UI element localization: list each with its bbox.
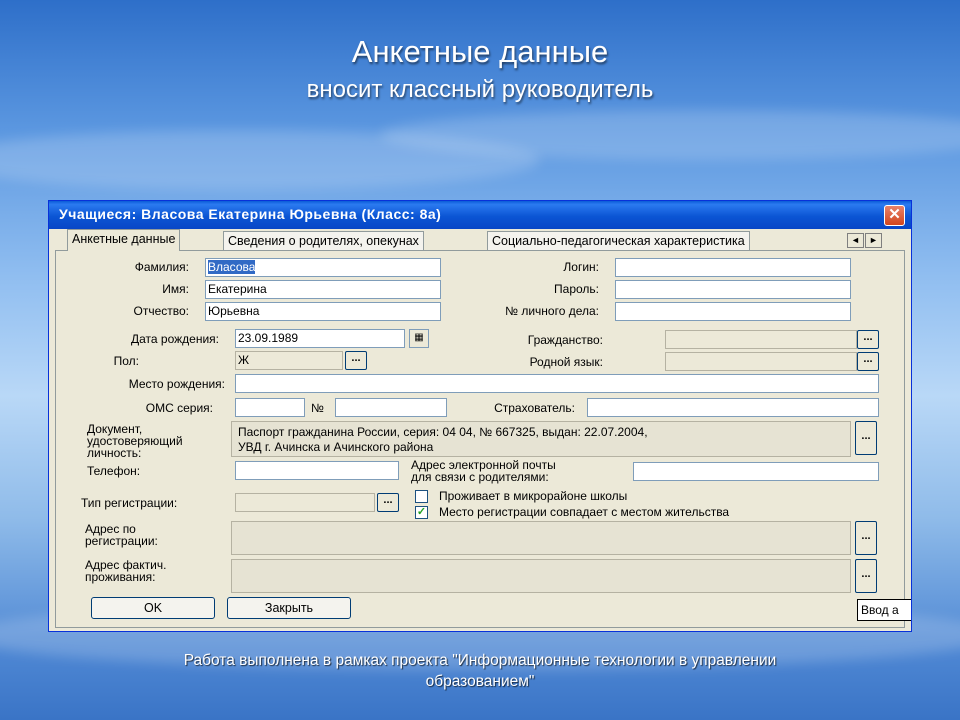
password-field[interactable] (615, 280, 851, 299)
phone-field[interactable] (235, 461, 399, 480)
personal-file-field[interactable] (615, 302, 851, 321)
email-label (411, 459, 556, 483)
calendar-icon[interactable]: ▦ (409, 329, 429, 348)
identity-document-line: Паспорт гражданина России, серия: 04 04, № 667325, выдан: 22.07.2004, (238, 425, 648, 439)
registration-type-field[interactable] (235, 493, 375, 512)
slide-title: Анкетные данные (351, 34, 609, 69)
name-field[interactable]: Екатерина (205, 280, 441, 299)
identity-document-field[interactable] (231, 421, 851, 457)
email-label-line: для связи с родителями: (411, 470, 549, 484)
actual-address-browse-button[interactable]: ... (855, 559, 877, 593)
registration-type-label: Тип регистрации: (81, 496, 178, 510)
footer-line: Работа выполнена в рамках проекта "Информационные технологии в управлении (183, 652, 777, 669)
insurer-label: Страхователь: (494, 401, 575, 415)
lives-in-district-checkbox[interactable] (415, 490, 428, 503)
registration-address-label (85, 523, 158, 547)
native-language-label: Родной язык: (529, 355, 603, 369)
surname-field[interactable] (205, 258, 441, 277)
email-label-line: Адрес электронной почты (411, 458, 556, 472)
surname-label: Фамилия: (134, 260, 189, 274)
registration-address-label-line: Адрес по (85, 522, 136, 536)
citizenship-browse-button[interactable]: ... (857, 330, 879, 349)
sex-browse-button[interactable]: ... (345, 351, 367, 370)
password-label: Пароль: (554, 282, 599, 296)
sex-field[interactable]: Ж (235, 351, 343, 370)
login-field[interactable] (615, 258, 851, 277)
actual-address-label-line: проживания: (85, 570, 156, 584)
surname-value: Власова (208, 260, 256, 274)
slide-subtitle: вносит классный руководитель (306, 76, 654, 103)
window-title: Учащиеся: Власова Екатерина Юрьевна (Класс: 8а) (59, 206, 442, 222)
footer-note (80, 650, 880, 692)
tab-scroll-left-icon[interactable]: ◄ (847, 233, 864, 248)
birthdate-field[interactable]: 23.09.1989 (235, 329, 405, 348)
student-window (48, 200, 912, 632)
oms-series-field[interactable] (235, 398, 305, 417)
window-titlebar[interactable] (49, 201, 911, 229)
birthplace-label: Место рождения: (128, 377, 225, 391)
close-button[interactable]: Закрыть (227, 597, 351, 619)
personal-file-label: № личного дела: (505, 304, 599, 318)
citizenship-label: Гражданство: (527, 333, 603, 347)
patronymic-field[interactable]: Юрьевна (205, 302, 441, 321)
birthdate-label: Дата рождения: (131, 332, 219, 346)
citizenship-field[interactable] (665, 330, 857, 349)
tab-parents[interactable]: Сведения о родителях, опекунах (223, 231, 424, 250)
birthplace-field[interactable] (235, 374, 879, 393)
registration-type-browse-button[interactable]: ... (377, 493, 399, 512)
tab-social-pedagogical[interactable]: Социально-педагогическая характеристика (487, 231, 750, 250)
identity-document-line: УВД г. Ачинска и Ачинского района (238, 440, 434, 454)
oms-series-label: ОМС серия: (145, 401, 213, 415)
oms-number-label: № (311, 401, 324, 415)
oms-number-field[interactable] (335, 398, 447, 417)
document-label-line: Документ, (87, 422, 143, 436)
login-label: Логин: (563, 260, 599, 274)
document-browse-button[interactable]: ... (855, 421, 877, 455)
ok-button[interactable]: OK (91, 597, 215, 619)
registration-matches-checkbox[interactable]: ✓ (416, 506, 427, 518)
sex-label: Пол: (113, 354, 139, 368)
footer-line: образованием" (425, 673, 535, 690)
registration-address-label-line: регистрации: (85, 534, 158, 548)
tab-scroll-right-icon[interactable]: ► (865, 233, 882, 248)
document-label-line: личность: (87, 446, 142, 460)
phone-label: Телефон: (87, 464, 141, 478)
native-language-field[interactable] (665, 352, 857, 371)
insurer-field[interactable] (587, 398, 879, 417)
close-icon[interactable]: ✕ (884, 205, 905, 226)
registration-matches-label: Место регистрации совпадает с местом жительства (439, 505, 730, 519)
email-field[interactable] (633, 462, 879, 481)
registration-address-field[interactable] (231, 521, 851, 555)
actual-address-label (85, 559, 166, 583)
registration-address-browse-button[interactable]: ... (855, 521, 877, 555)
tab-personal-data[interactable]: Анкетные данные (67, 229, 180, 251)
status-box: Ввод а (857, 599, 912, 621)
lives-in-district-label: Проживает в микрорайоне школы (439, 489, 628, 503)
patronymic-label: Отчество: (133, 304, 189, 318)
actual-address-field[interactable] (231, 559, 851, 593)
document-label-line: удостоверяющий (87, 434, 183, 448)
actual-address-label-line: Адрес фактич. (85, 558, 167, 572)
native-language-browse-button[interactable]: ... (857, 352, 879, 371)
document-label (87, 423, 183, 459)
name-label: Имя: (162, 282, 189, 296)
